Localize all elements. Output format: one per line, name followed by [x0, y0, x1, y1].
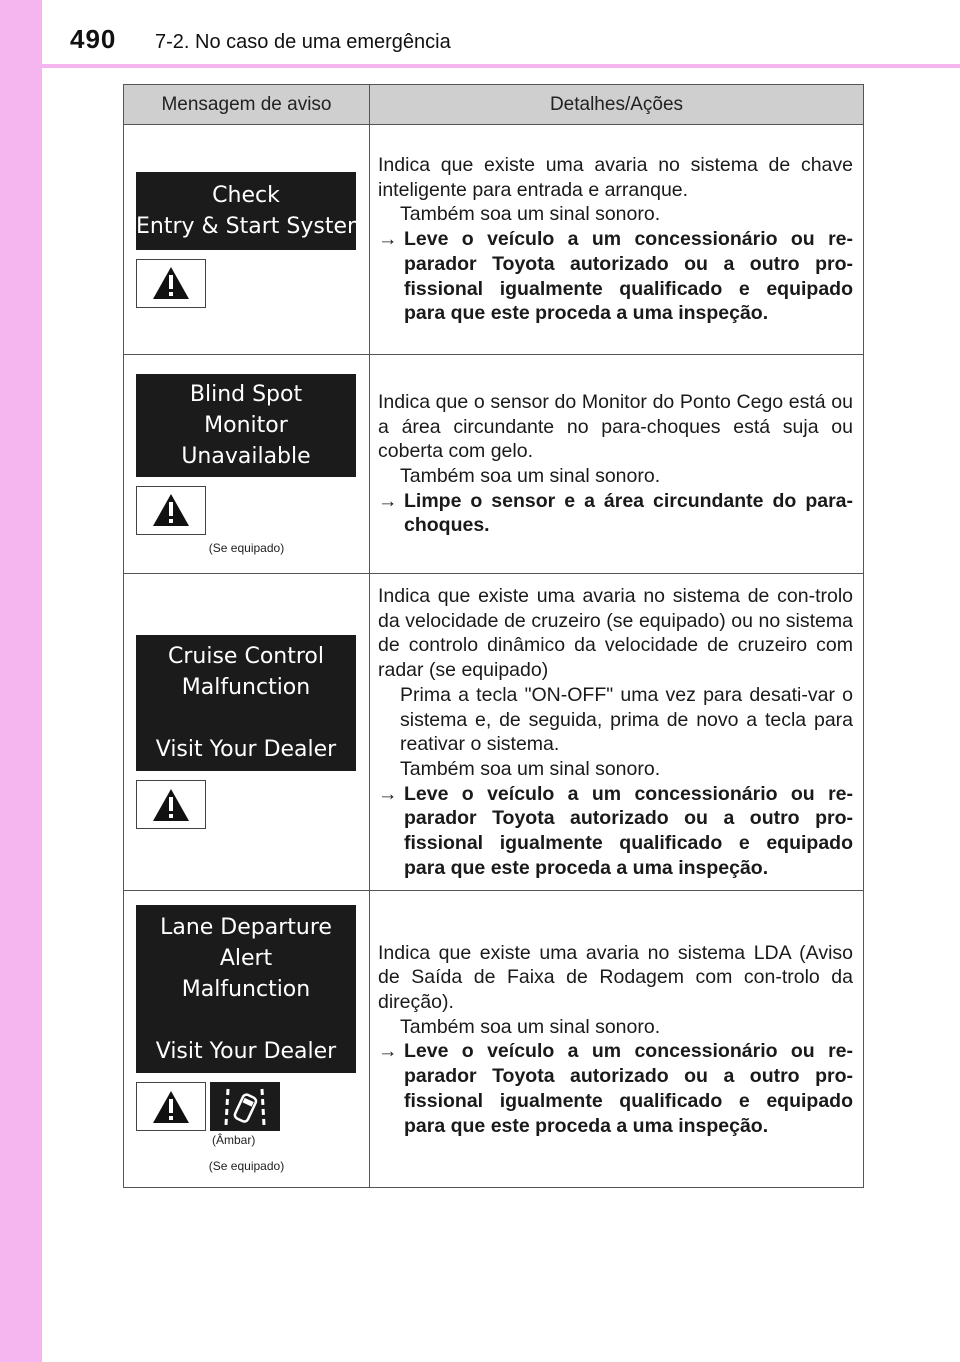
page-header	[42, 0, 960, 68]
details-cell	[370, 574, 864, 891]
display-line: Cruise Control	[168, 644, 324, 670]
equipment-note: (Se equipado)	[208, 540, 285, 555]
action-text: → Limpe o sensor e a área circundante do para-choques.	[378, 489, 853, 537]
column-header: Detalhes/Ações	[370, 85, 864, 125]
description-text: Indica que existe uma avaria no sistema de con-trolo da velocidade de cruzeiro (se equipado) ou no sistema de controlo dinâmico da velocidade de cruzeiro com radar (se equipado)	[378, 585, 853, 682]
display-line: Lane Departure	[160, 914, 332, 940]
arrow-icon: →	[378, 1040, 398, 1063]
warning-message-cell	[124, 574, 370, 891]
side-color-bar	[0, 0, 42, 1362]
arrow-icon: →	[378, 228, 398, 251]
arrow-icon: →	[378, 489, 398, 512]
details-cell	[370, 125, 864, 355]
table-row	[124, 355, 864, 574]
page-number: 490	[70, 24, 117, 54]
display-line: Malfunction	[181, 675, 311, 701]
extra-text: Também soa um sinal sonoro.	[400, 1015, 661, 1038]
warning-message-cell	[124, 891, 370, 1188]
color-note: (Âmbar)	[212, 1133, 256, 1148]
warning-message-cell	[124, 355, 370, 574]
lane-departure-icon	[210, 1082, 280, 1131]
action-text: → Leve o veículo a um concessionário ou re-parador Toyota autorizado ou a outro pro-fissional igualmente qualificado e equipado para que este proceda a uma inspeção.	[378, 1040, 853, 1137]
extra-text: Também soa um sinal sonoro.	[400, 203, 661, 226]
extra-text: Também soa um sinal sonoro.	[400, 465, 661, 487]
arrow-icon: →	[378, 782, 398, 805]
display-line: Alert	[219, 945, 273, 971]
warning-triangle-icon	[136, 1082, 206, 1131]
table-row	[124, 891, 864, 1188]
header-rule	[42, 64, 960, 68]
warning-message-cell	[124, 125, 370, 355]
warning-triangle-icon	[136, 780, 206, 829]
description-text: Indica que existe uma avaria no sistema de chave inteligente para entrada e arranque.	[378, 154, 853, 201]
warning-triangle-icon	[136, 259, 206, 308]
display-line: Visit Your Dealer	[155, 1038, 337, 1064]
display-message	[136, 635, 356, 771]
details-cell	[370, 891, 864, 1188]
action-text: → Leve o veículo a um concessionário ou re-parador Toyota autorizado ou a outro pro-fissional igualmente qualificado e equipado para que este proceda a uma inspeção.	[378, 782, 853, 879]
display-message	[136, 905, 356, 1073]
display-line: Check	[212, 182, 280, 208]
display-line: Entry & Start System	[136, 213, 369, 239]
warning-message-table	[123, 84, 864, 1188]
details-cell	[370, 355, 864, 574]
description-text: Indica que existe uma avaria no sistema LDA (Aviso de Saída de Faixa de Rodagem com con-trolo da direção).	[378, 941, 853, 1014]
display-message	[136, 374, 356, 477]
extra-text: Também soa um sinal sonoro.	[400, 757, 661, 780]
extra-text: Prima a tecla "ON-OFF" uma vez para desati-var o sistema e, de seguida, prima de novo a tecla para reativar o sistema.	[400, 683, 853, 756]
column-header: Mensagem de aviso	[124, 85, 370, 125]
table-header-row	[124, 85, 864, 125]
display-line: Unavailable	[181, 443, 311, 469]
section-title: 7-2. No caso de uma emergência	[155, 31, 451, 53]
display-line: Blind Spot	[189, 381, 303, 407]
warning-triangle-icon	[136, 486, 206, 535]
action-text: → Leve o veículo a um concessionário ou re-parador Toyota autorizado ou a outro pro-fissional igualmente qualificado e equipado para que este proceda a uma inspeção.	[378, 228, 853, 325]
description-text: Indica que o sensor do Monitor do Ponto Cego está ou a área circundante no para-choques está suja ou coberta com gelo.	[378, 390, 853, 463]
display-line: Monitor	[204, 412, 288, 438]
table-row	[124, 574, 864, 891]
display-line: Malfunction	[181, 976, 311, 1002]
display-line: Visit Your Dealer	[155, 737, 337, 763]
display-message	[136, 172, 369, 250]
equipment-note: (Se equipado)	[208, 1159, 285, 1174]
table-row	[124, 125, 864, 355]
